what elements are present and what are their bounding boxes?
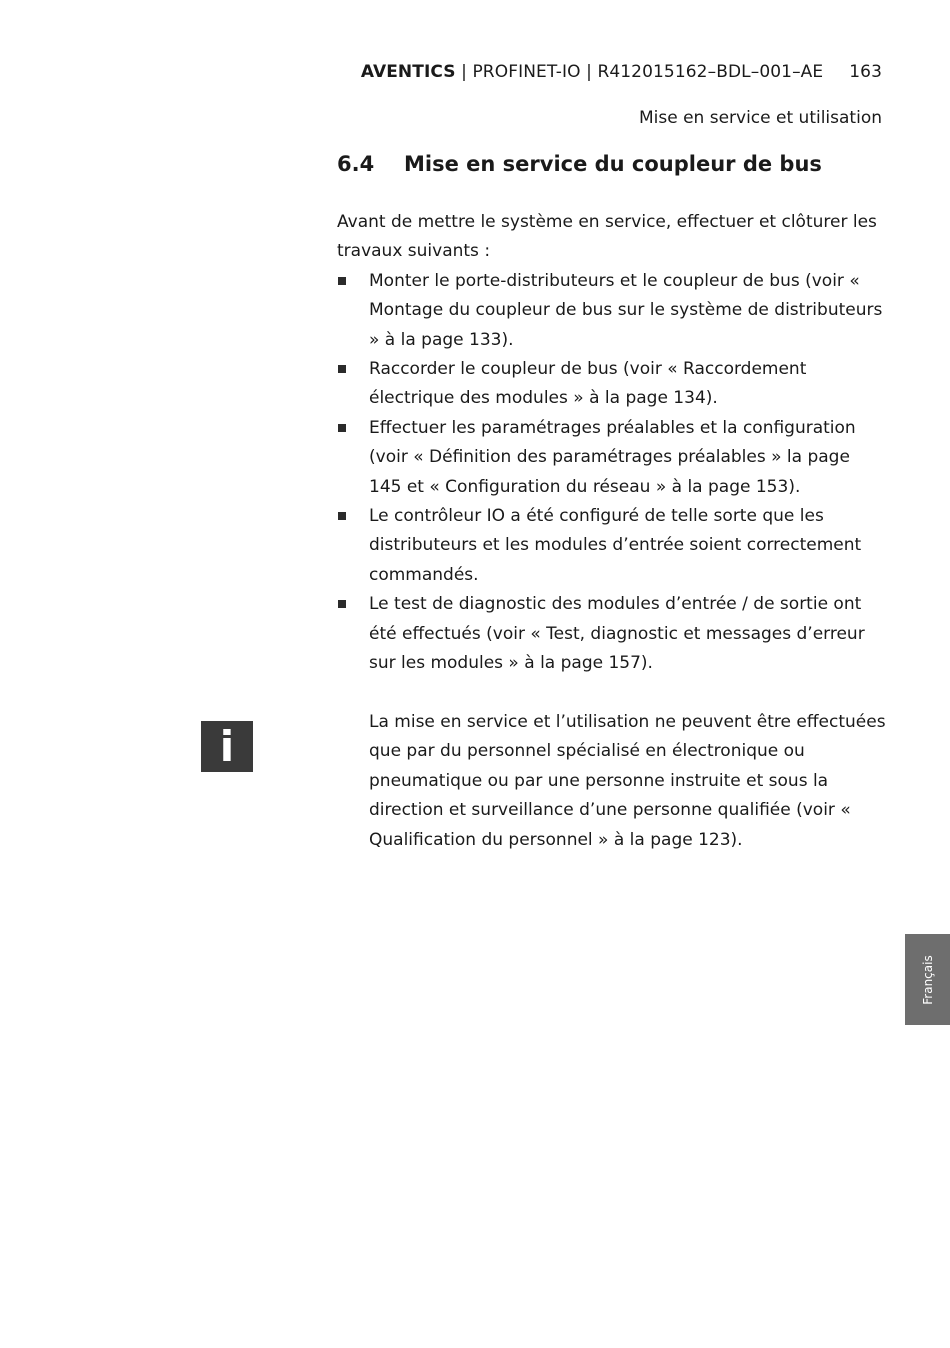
language-tab [905, 934, 950, 1025]
brand-name: AVENTICS [360, 62, 456, 82]
section-title: Mise en service du coupleur de bus [404, 152, 822, 176]
section-heading [337, 152, 822, 176]
intro-paragraph: Avant de mettre le système en service, effectuer et clôturer les travaux suivants : [337, 212, 877, 262]
list-item-text: Raccorder le coupleur de bus (voir « Raccordement électrique des modules » à la page 134). [369, 359, 807, 409]
list-item-text: Le contrôleur IO a été configuré de telle sorte que les distributeurs et les modules d’entrée soient correctement commandés. [369, 506, 862, 585]
list-item-text: Effectuer les paramétrages préalables et la configuration (voir « Définition des paramétrages préalables » la page 145 et « Configuration du réseau » à la page 153). [369, 417, 856, 497]
list-item [337, 355, 887, 414]
language-tab-label: Français [920, 954, 935, 1005]
square-bullet-icon [338, 512, 346, 520]
list-item [337, 590, 887, 678]
document-info: | PROFINET-IO | R412015162–BDL–001–AE [455, 62, 824, 82]
list-item [337, 267, 887, 355]
square-bullet-icon [338, 424, 346, 432]
list-item-text: Le test de diagnostic des modules d’entrée / de sortie ont été effectués (voir « Test, diagnostic et messages d’erreur sur les modules » à la page 157). [369, 594, 865, 674]
square-bullet-icon [338, 600, 346, 608]
chapter-title: Mise en service et utilisation [638, 108, 882, 128]
page-number: 163 [849, 62, 882, 82]
list-item [337, 502, 887, 590]
steps-list [337, 267, 887, 679]
list-item-text: Monter le porte-distributeurs et le coupleur de bus (voir « Montage du coupleur de bus sur le système de distributeurs » à la page 133). [369, 270, 883, 350]
info-icon: i [201, 721, 253, 772]
running-header [361, 62, 882, 82]
square-bullet-icon [338, 277, 346, 285]
list-item [337, 414, 887, 502]
info-note: La mise en service et l’utilisation ne peuvent être effectuées que par du personnel spécialisé en électronique ou pneumatique ou par une personne instruite et sous la direction et surveillance d’une personne qualifiée (voir « Qualification du personnel » à la page 123). [369, 712, 886, 850]
section-number: 6.4 [337, 152, 375, 176]
square-bullet-icon [338, 365, 346, 373]
body-text [337, 208, 887, 679]
